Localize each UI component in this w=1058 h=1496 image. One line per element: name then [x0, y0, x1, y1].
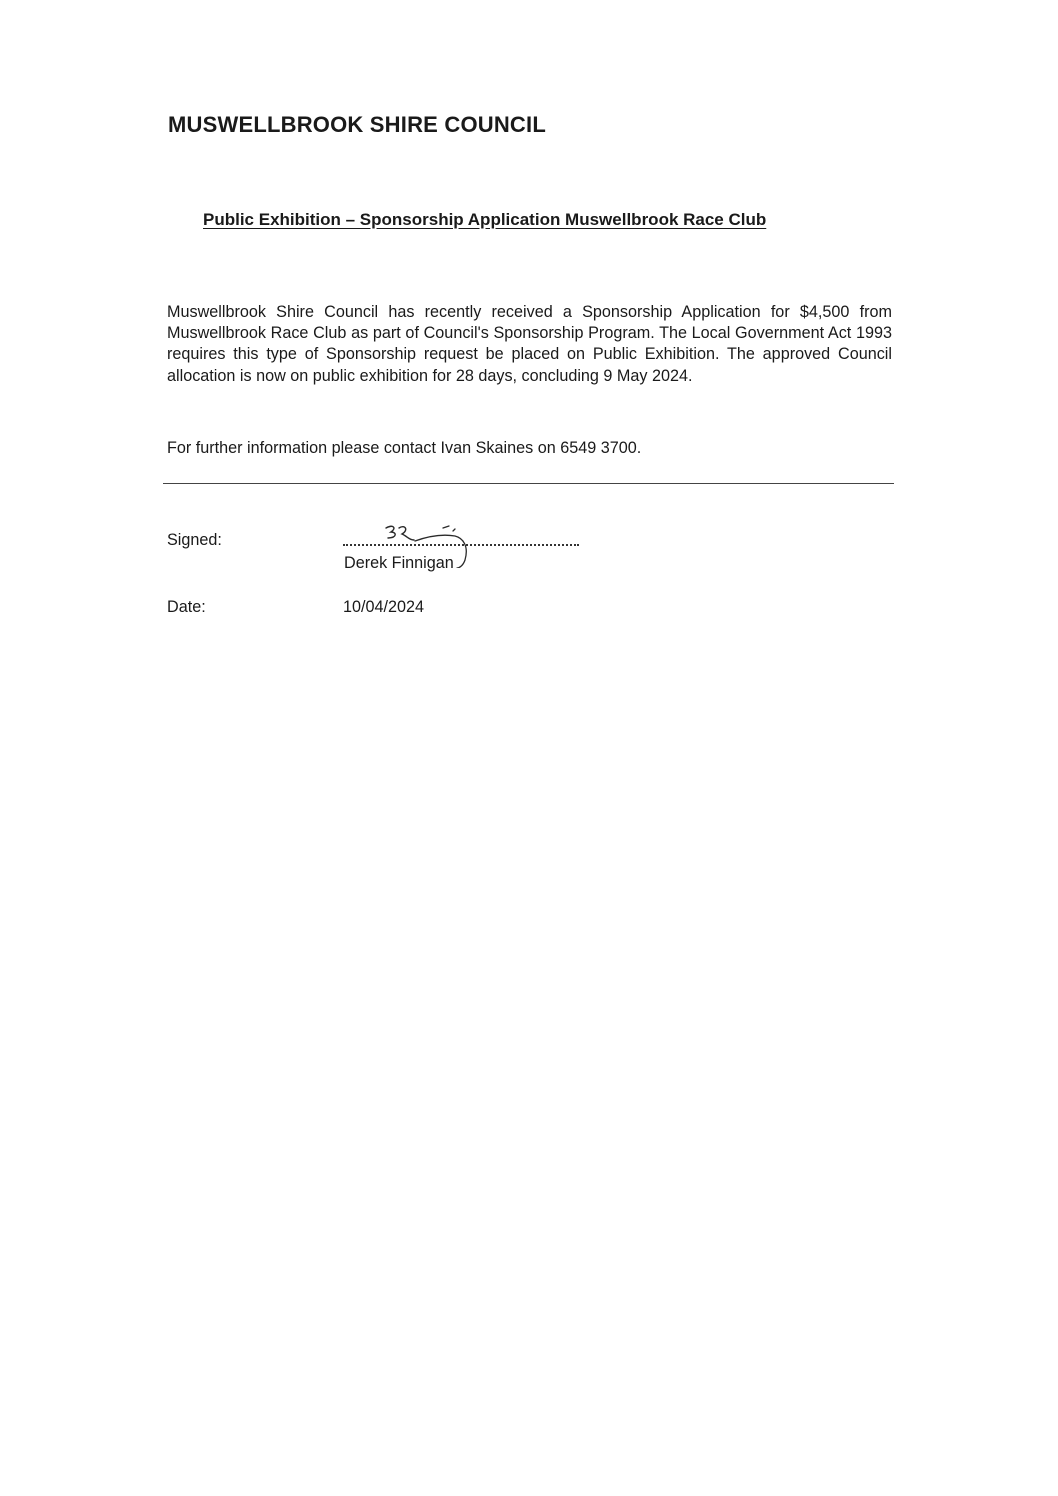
signature-area — [343, 518, 588, 578]
section-divider — [163, 483, 894, 484]
date-value: 10/04/2024 — [343, 598, 425, 616]
date-label: Date: — [167, 598, 206, 616]
notice-body-paragraph: Muswellbrook Shire Council has recently received a Sponsorship Application for $4,500 from Muswellbrook Race Club as part of Council's Sponsorship Program. The Local Government Act 1993 requires this type of Sponsorship request be placed on Public Exhibition. The approved Council allocation is now on public exhibition for 28 days, concluding 9 May 2024. — [167, 303, 892, 385]
signatory-name: Derek Finnigan — [344, 554, 454, 572]
contact-paragraph: For further information please contact Ivan Skaines on 6549 3700. — [167, 439, 642, 457]
council-title: MUSWELLBROOK SHIRE COUNCIL — [168, 112, 546, 137]
notice-heading: Public Exhibition – Sponsorship Application Muswellbrook Race Club — [203, 210, 767, 229]
signed-label: Signed: — [167, 531, 222, 549]
